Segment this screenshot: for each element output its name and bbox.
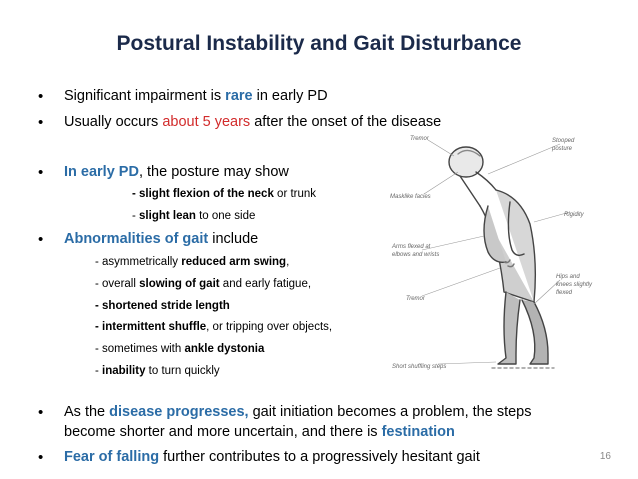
gait-sub-item xyxy=(95,278,311,290)
bullet-glyph: • xyxy=(38,114,44,131)
bullet-disease-progresses-cont xyxy=(64,424,455,440)
sub-bold: slight lean xyxy=(139,210,196,222)
label-short-steps: Short shuffling steps xyxy=(392,364,447,370)
label-hips-3: flexed xyxy=(556,290,573,296)
sub-text: - sometimes with xyxy=(95,343,185,355)
page-number: 16 xyxy=(599,451,611,462)
bullet-glyph: • xyxy=(38,404,44,421)
sub-text: - overall xyxy=(95,278,140,290)
sub-text: or trunk xyxy=(273,188,317,200)
label-rigidity: Rigidity xyxy=(564,212,584,218)
label-hips-1: Hips and xyxy=(556,274,580,280)
highlight-early-pd: In early PD xyxy=(64,164,139,180)
sub-text: - asymmetrically xyxy=(95,256,182,268)
sub-text: to turn quickly xyxy=(145,365,220,377)
gait-sub-item xyxy=(95,256,289,268)
bullet-text: after the onset of the disease xyxy=(250,114,442,130)
label-stooped: Stooped xyxy=(552,138,575,144)
bullet-fear-of-falling xyxy=(64,449,480,465)
sub-bold: - shortened stride length xyxy=(95,300,230,312)
slide-title: Postural Instability and Gait Disturbance xyxy=(116,32,522,55)
gait-sub-item xyxy=(95,343,264,355)
bullet-text: become shorter and more uncertain, and there is xyxy=(64,424,382,440)
bullet-disease-progresses xyxy=(64,404,532,420)
bullet-text: gait initiation becomes a problem, the steps xyxy=(248,404,532,420)
bullet-text: As the xyxy=(64,404,110,420)
label-masklike: Masklike facies xyxy=(390,194,431,200)
sub-bold: reduced arm swing xyxy=(181,256,287,268)
early-pd-sub-item xyxy=(132,188,316,200)
bullet-glyph: • xyxy=(38,88,44,105)
label-arms-2: elbows and wrists xyxy=(392,252,440,258)
sub-text: and early fatigue, xyxy=(219,278,312,290)
sub-bold: - slight flexion of the neck xyxy=(132,188,274,200)
gait-sub-item xyxy=(95,321,332,333)
bullet-glyph: • xyxy=(38,231,44,248)
label-arms-1: Arms flexed at xyxy=(392,244,431,250)
bullet-text: , the posture may show xyxy=(138,164,289,180)
highlight-festination: festination xyxy=(381,424,455,440)
bullet-five-years xyxy=(64,114,441,130)
label-tremor-top: Tremor xyxy=(410,136,429,142)
bullet-early-pd xyxy=(64,164,289,180)
sub-text: , xyxy=(286,256,290,268)
sub-bold: slowing of gait xyxy=(139,278,220,290)
sub-bold: - intermittent shuffle xyxy=(95,321,207,333)
highlight-five-years: about 5 years xyxy=(162,114,251,130)
sub-text: , or tripping over objects, xyxy=(206,321,333,333)
sub-bold: ankle dystonia xyxy=(184,343,265,355)
highlight-fear-of-falling: Fear of falling xyxy=(64,449,160,465)
sub-bold: inability xyxy=(102,365,146,377)
label-tremor-bottom: Tremor xyxy=(406,296,425,302)
bullet-text: in early PD xyxy=(252,88,328,104)
bullet-gait xyxy=(64,231,258,247)
gait-sub-item xyxy=(95,300,230,312)
bullet-rare xyxy=(64,88,328,104)
sub-text: - xyxy=(95,365,103,377)
highlight-gait: Abnormalities of gait xyxy=(64,231,209,247)
label-posture: posture xyxy=(552,146,573,152)
parkinsonian-posture-illustration xyxy=(388,132,614,380)
bullet-text: further contributes to a progressively hesitant gait xyxy=(159,449,480,465)
sub-text: to one side xyxy=(195,210,256,222)
bullet-text: Usually occurs xyxy=(64,114,163,130)
sub-text: - xyxy=(132,210,140,222)
bullet-text: include xyxy=(208,231,259,247)
bullet-glyph: • xyxy=(38,449,44,466)
bullet-glyph: • xyxy=(38,164,44,181)
bullet-text: Significant impairment is xyxy=(64,88,226,104)
highlight-rare: rare xyxy=(225,88,253,104)
highlight-disease-progresses: disease progresses, xyxy=(109,404,249,420)
label-hips-2: knees slightly xyxy=(556,282,593,288)
gait-sub-item xyxy=(95,365,220,377)
early-pd-sub-item xyxy=(132,210,255,222)
